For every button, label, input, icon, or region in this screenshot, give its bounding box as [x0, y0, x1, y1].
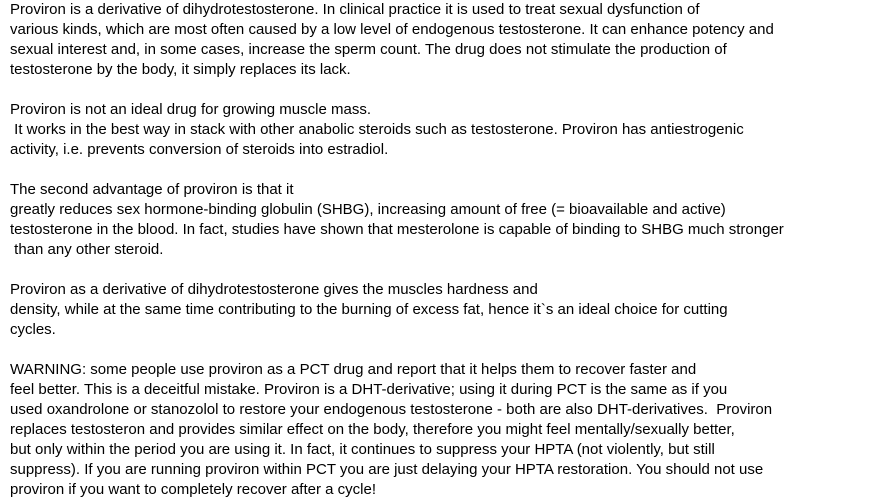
text-line: It works in the best way in stack with other anabolic steroids such as testosterone. Proviron has antiestrogenic: [10, 121, 744, 138]
text-line: activity, i.e. prevents conversion of steroids into estradiol.: [10, 141, 389, 158]
text-line: than any other steroid.: [10, 241, 164, 258]
text-line: replaces testosteron and provides similar effect on the body, therefore you might feel mentally/sexually better,: [10, 421, 735, 438]
text-line: testosterone in the blood. In fact, studies have shown that mesterolone is capable of binding to SHBG much stronger: [10, 221, 784, 238]
text-line: feel better. This is a deceitful mistake. Proviron is a DHT-derivative; using it during PCT is the same as if you: [10, 381, 728, 398]
paragraph-intro: [10, 0, 895, 80]
text-line: greatly reduces sex hormone-binding globulin (SHBG), increasing amount of free (= bioavailable and active): [10, 201, 726, 218]
text-line: Proviron as a derivative of dihydrotestosterone gives the muscles hardness and: [10, 281, 538, 298]
text-line: but only within the period you are using it. In fact, it continues to suppress your HPTA (not violently, but still: [10, 441, 715, 458]
text-line: used oxandrolone or stanozolol to restore your endogenous testosterone - both are also DHT-derivatives. Proviron: [10, 401, 773, 418]
text-line: testosterone by the body, it simply replaces its lack.: [10, 61, 351, 78]
paragraph-warning: [10, 360, 895, 500]
text-line: proviron if you want to completely recover after a cycle!: [10, 481, 376, 498]
text-line: various kinds, which are most often caused by a low level of endogenous testosterone. It can enhance potency and: [10, 21, 774, 38]
paragraph-muscle-mass: [10, 100, 895, 160]
text-line: suppress). If you are running proviron within PCT you are just delaying your HPTA restoration. You should not use: [10, 461, 764, 478]
paragraph-hardness: [10, 280, 895, 340]
text-line: density, while at the same time contributing to the burning of excess fat, hence it`s an ideal choice for cutting: [10, 301, 728, 318]
text-line: cycles.: [10, 321, 56, 338]
text-line: WARNING: some people use proviron as a PCT drug and report that it helps them to recover faster and: [10, 361, 697, 378]
text-line: sexual interest and, in some cases, increase the sperm count. The drug does not stimulate the production of: [10, 41, 727, 58]
text-line: Proviron is a derivative of dihydrotestosterone. In clinical practice it is used to treat sexual dysfunction of: [10, 1, 700, 18]
paragraph-shbg: [10, 180, 895, 260]
text-line: Proviron is not an ideal drug for growing muscle mass.: [10, 101, 371, 118]
text-line: The second advantage of proviron is that it: [10, 181, 294, 198]
